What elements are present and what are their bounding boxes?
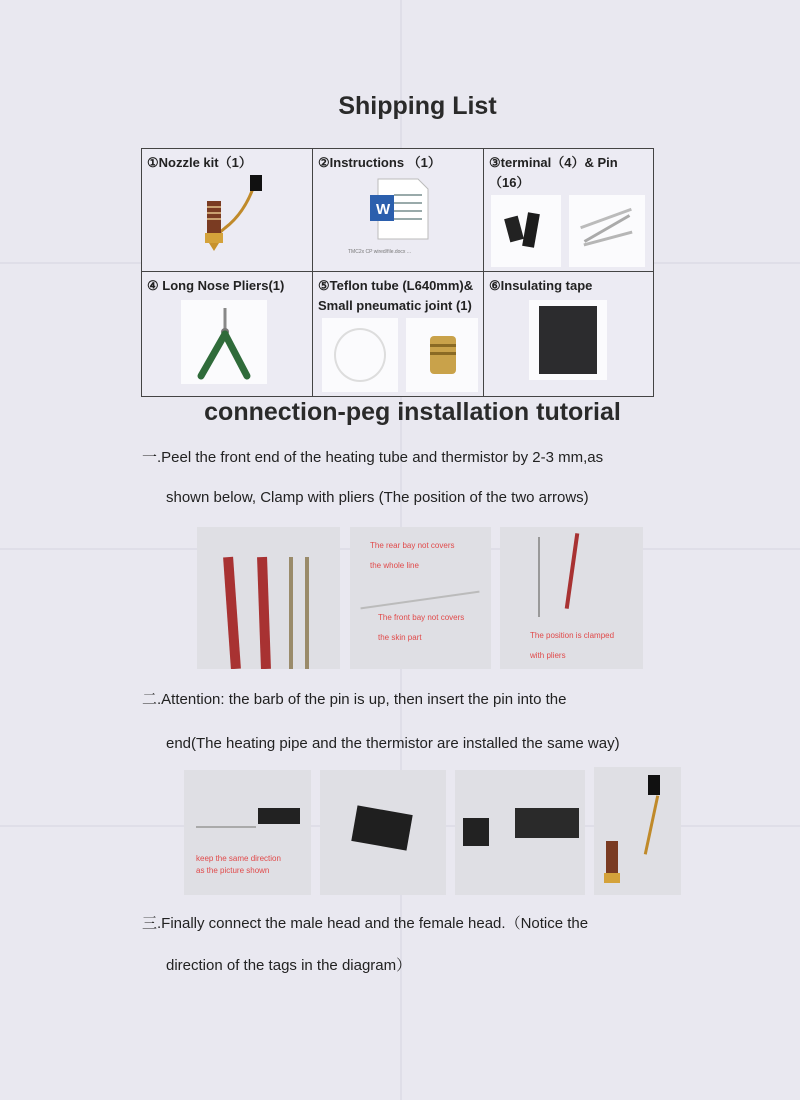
pin-direction-photo: [184, 770, 311, 895]
annotation-with-pliers: with pliers: [530, 651, 566, 660]
step-number: 二.: [142, 691, 162, 708]
annotation-whole-line: the whole line: [370, 561, 419, 570]
annotation-front-bay: The front bay not covers: [378, 613, 465, 622]
annotation-rear-bay: The rear bay not covers: [370, 541, 455, 550]
tutorial-title: connection-peg installation tutorial: [204, 398, 621, 426]
item-label: ①Nozzle kit（1）: [147, 155, 252, 170]
step-number: 一.: [142, 449, 162, 466]
nozzle-kit-image: [147, 173, 307, 253]
item-label: ⑤Teflon tube (L640mm)& Small pneumatic joint (1): [318, 278, 474, 313]
step-text: Peel the front end of the heating tube and thermistor by 2-3 mm,as: [161, 449, 604, 466]
item-cell-insulating-tape: [484, 272, 654, 397]
clamp-position-photo: [500, 527, 643, 669]
assembled-nozzle-photo: [594, 767, 681, 895]
step-2-line-2: end(The heating pipe and the thermistor are installed the same way): [166, 735, 620, 752]
shipping-list-table: [141, 148, 654, 397]
word-document-icon: [318, 173, 478, 255]
step-3-line-1: [142, 914, 588, 934]
item-label: ③terminal（4）& Pin（16）: [489, 155, 618, 190]
inserted-pin-photo: [455, 770, 585, 895]
step-number: 三.: [142, 915, 162, 932]
bay-annotation-photo: [350, 527, 491, 669]
item-label: ②Instructions （1）: [318, 155, 441, 170]
svg-text:W: W: [376, 201, 391, 218]
step-2-line-1: [142, 690, 566, 710]
pliers-image: [181, 300, 267, 384]
step-1-line-1: [142, 448, 603, 468]
peeled-wires-photo: [197, 527, 340, 669]
item-label: ⑥Insulating tape: [489, 278, 593, 293]
pneumatic-joint-image: [406, 318, 478, 392]
annotation-skin-part: the skin part: [378, 633, 422, 642]
annotation-as-picture: as the picture shown: [196, 866, 270, 875]
item-cell-teflon-tube: [313, 272, 484, 397]
step-1-line-2: shown below, Clamp with pliers (The position of the two arrows): [166, 489, 589, 506]
step-text: Finally connect the male head and the female head.（Notice the: [161, 915, 589, 932]
connector-photo: [320, 770, 446, 895]
insulating-tape-image: [529, 300, 607, 380]
pins-image: [569, 195, 645, 267]
item-cell-nozzle-kit: [142, 149, 313, 272]
page-title: Shipping List: [338, 92, 497, 120]
item-label: ④ Long Nose Pliers(1): [147, 278, 285, 293]
annotation-keep-direction: keep the same direction: [196, 854, 281, 863]
annotation-clamped: The position is clamped: [530, 631, 615, 640]
item-cell-instructions: [313, 149, 484, 272]
item-cell-pliers: [142, 272, 313, 397]
document-caption: TMC2x CP wired/file.docx ...: [348, 249, 411, 255]
terminal-image: [491, 195, 561, 267]
step-3-line-2: direction of the tags in the diagram）: [166, 957, 412, 974]
step-text: Attention: the barb of the pin is up, then insert the pin into the: [161, 691, 567, 708]
teflon-tube-image: [322, 318, 398, 392]
item-cell-terminal-pin: [484, 149, 654, 272]
